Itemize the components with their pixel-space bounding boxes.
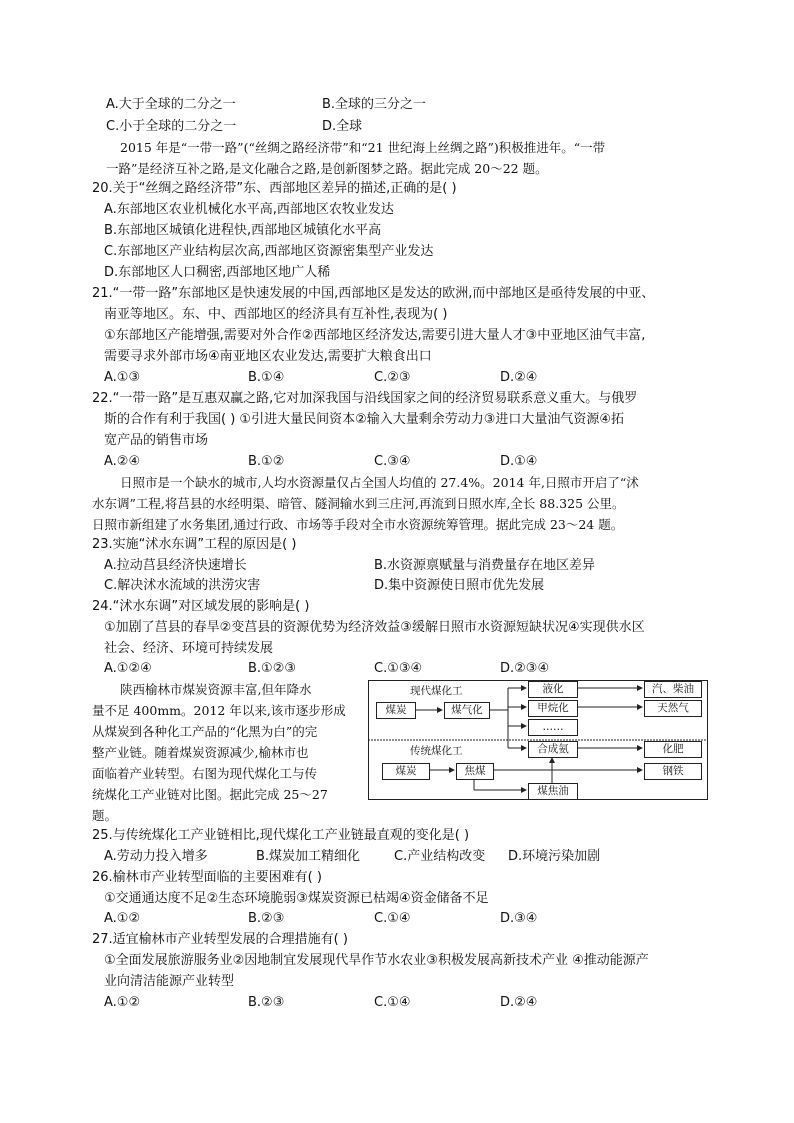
q23-option-c: C.解决沭水流域的洪涝灾害 [104, 578, 261, 593]
q19-option-b: B.全球的三分之一 [322, 97, 427, 112]
q24-line1: ①加剧了莒县的春旱②变莒县的资源优势为经济效益③缓解日照市水资源短缺状况④实现供水区 [104, 620, 645, 635]
q22-option-b: B.①② [248, 454, 285, 469]
gasification-box: 煤气化 [444, 702, 490, 719]
q19-option-d: D.全球 [322, 119, 363, 134]
q20-option-d: D.东部地区人口稠密,西部地区地广人稀 [104, 265, 331, 280]
q20-stem: 20.关于“丝绸之路经济带”东、西部地区差异的描述,正确的是( ) [92, 181, 457, 196]
material2-line2: 水东调”工程,将莒县的水经明渠、暗管、隧洞输水到三庄河,再流到日照水库,全长 88.325 公里。 [92, 496, 625, 511]
q26-option-c: C.①④ [374, 911, 411, 926]
q24-option-a: A.①②④ [104, 661, 152, 676]
q27-option-d: D.②④ [500, 995, 538, 1010]
q27-option-b: B.②③ [248, 995, 285, 1010]
q24-line2: 社会、经济、环境可持续发展 [104, 641, 274, 656]
q27-option-a: A.①② [104, 995, 141, 1010]
q25-option-d: D.环境污染加剧 [508, 849, 601, 864]
ammonia-box: 合成氨 [528, 741, 578, 758]
natural-gas-box: 天然气 [644, 700, 702, 717]
material3-line4: 整产业链。随着煤炭资源减少,榆林市也 [92, 745, 309, 760]
material3-line3: 从煤炭到各种化工产品的“化黑为白”的完 [92, 724, 318, 739]
q27-option-c: C.①④ [374, 995, 411, 1010]
q21-stem-line3: ①东部地区产能增强,需要对外合作②西部地区经济发达,需要引进大量人才③中亚地区油气丰富, [104, 328, 646, 343]
q26-option-d: D.③④ [500, 911, 538, 926]
q20-option-b: B.东部地区城镇化进程快,西部地区城镇化水平高 [104, 223, 382, 238]
q25-stem: 25.与传统煤化工产业链相比,现代煤化工产业链最直观的变化是( ) [92, 828, 470, 843]
q22-stem-line2: 斯的合作有利于我国( ) ①引进大量民间资本②输入大量剩余劳动力③进口大量油气资源④拓 [104, 412, 625, 427]
q23-stem: 23.实施“沭水东调”工程的原因是( ) [92, 537, 297, 552]
traditional-coal-box: 煤炭 [382, 763, 430, 780]
material3-line7: 题。 [92, 808, 118, 823]
q27-line1: ①全面发展旅游服务业②因地制宜发展现代旱作节水农业③积极发展高新技术产业 ④推动能源产 [104, 953, 649, 968]
q20-option-a: A.东部地区农业机械化水平高,西部地区农牧业发达 [104, 202, 394, 217]
other-products-box: …… [528, 719, 578, 736]
q21-stem-line2: 南亚等地区。东、中、西部地区的经济具有互补性,表现为( ) [104, 307, 448, 322]
steel-box: 钢铁 [644, 763, 702, 780]
material3-line6: 统煤化工产业链对比图。据此完成 25～27 [92, 787, 328, 802]
q22-option-d: D.①④ [500, 454, 538, 469]
q23-option-b: B.水资源禀赋量与消费量存在地区差异 [374, 558, 596, 573]
q19-option-c: C.小于全球的二分之一 [106, 119, 237, 134]
coal-tar-box: 煤焦油 [528, 783, 578, 800]
material1-line2: 一路”是经济互补之路,是文化融合之路,是创新图梦之路。据此完成 20～22 题。 [106, 161, 548, 176]
q25-option-c: C.产业结构改变 [394, 849, 486, 864]
modern-coal-box: 煤炭 [376, 702, 416, 719]
q27-stem: 27.适宜榆林市产业转型发展的合理措施有( ) [92, 932, 348, 947]
q25-option-b: B.煤炭加工精细化 [256, 849, 361, 864]
traditional-title: 传统煤化工 [410, 745, 463, 757]
q26-option-a: A.①② [104, 911, 141, 926]
q20-option-c: C.东部地区产业结构层次高,西部地区资源密集型产业发达 [104, 244, 434, 259]
q21-stem-line4: 需要寻求外部市场④南亚地区农业发达,需要扩大粮食出口 [104, 349, 432, 364]
modern-title: 现代煤化工 [410, 685, 463, 697]
q22-stem-line3: 宽产品的销售市场 [104, 433, 209, 448]
q24-option-c: C.①③④ [374, 661, 423, 676]
q24-option-d: D.②③④ [500, 661, 550, 676]
material2-line3: 日照市新组建了水务集团,通过行政、市场等手段对全市水资源统筹管理。据此完成 23～24 题。 [92, 517, 624, 532]
q22-option-c: C.③④ [374, 454, 411, 469]
material2-line1: 日照市是一个缺水的城市,人均水资源量仅占全国人均值的 27.4%。2014 年,日照市开启了“沭 [120, 475, 639, 490]
q21-option-c: C.②③ [374, 370, 411, 385]
material3-line2: 量不足 400mm。2012 年以来,该市逐步形成 [92, 703, 346, 718]
material1-line1: 2015 年是“一带一路”(“丝绸之路经济带”和“21 世纪海上丝绸之路”)积极推进年。“一带 [120, 140, 606, 155]
liquefaction-box: 液化 [528, 681, 578, 698]
q26-option-b: B.②③ [248, 911, 285, 926]
q22-option-a: A.②④ [104, 454, 141, 469]
coal-chain-diagram [368, 680, 708, 800]
q21-stem-line1: 21.“一带一路”东部地区是快速发展的中国,西部地区是发达的欧洲,而中部地区是亟待发展的中亚、 [92, 286, 655, 301]
gasoline-diesel-box: 汽、柴油 [644, 681, 702, 698]
q26-line1: ①交通通达度不足②生态环境脆弱③煤炭资源已枯竭④资金储备不足 [104, 891, 489, 906]
q24-stem: 24.“沭水东调”对区域发展的影响是( ) [92, 599, 310, 614]
coking-coal-box: 焦煤 [456, 763, 494, 780]
q22-stem-line1: 22.“一带一路”是互惠双赢之路,它对加深我国与沿线国家之间的经济贸易联系意义重大。与俄罗 [92, 391, 638, 406]
material3-line1: 陕西榆林市煤炭资源丰富,但年降水 [120, 682, 312, 697]
q27-line2: 业向清洁能源产业转型 [104, 974, 235, 989]
diagram-lines [368, 680, 708, 800]
fertilizer-box: 化肥 [644, 741, 702, 758]
material3-line5: 面临着产业转型。右图为现代煤化工与传 [92, 766, 318, 781]
methanation-box: 甲烷化 [528, 700, 578, 717]
q23-option-d: D.集中资源使日照市优先发展 [374, 578, 545, 593]
q24-option-b: B.①②③ [248, 661, 297, 676]
q19-option-a: A.大于全球的二分之一 [106, 97, 236, 112]
q21-option-b: B.①④ [248, 370, 285, 385]
q21-option-a: A.①③ [104, 370, 141, 385]
q23-option-a: A.拉动莒县经济快速增长 [104, 558, 247, 573]
q25-option-a: A.劳动力投入增多 [104, 849, 208, 864]
q26-stem: 26.榆林市产业转型面临的主要困难有( ) [92, 870, 322, 885]
q21-option-d: D.②④ [500, 370, 538, 385]
